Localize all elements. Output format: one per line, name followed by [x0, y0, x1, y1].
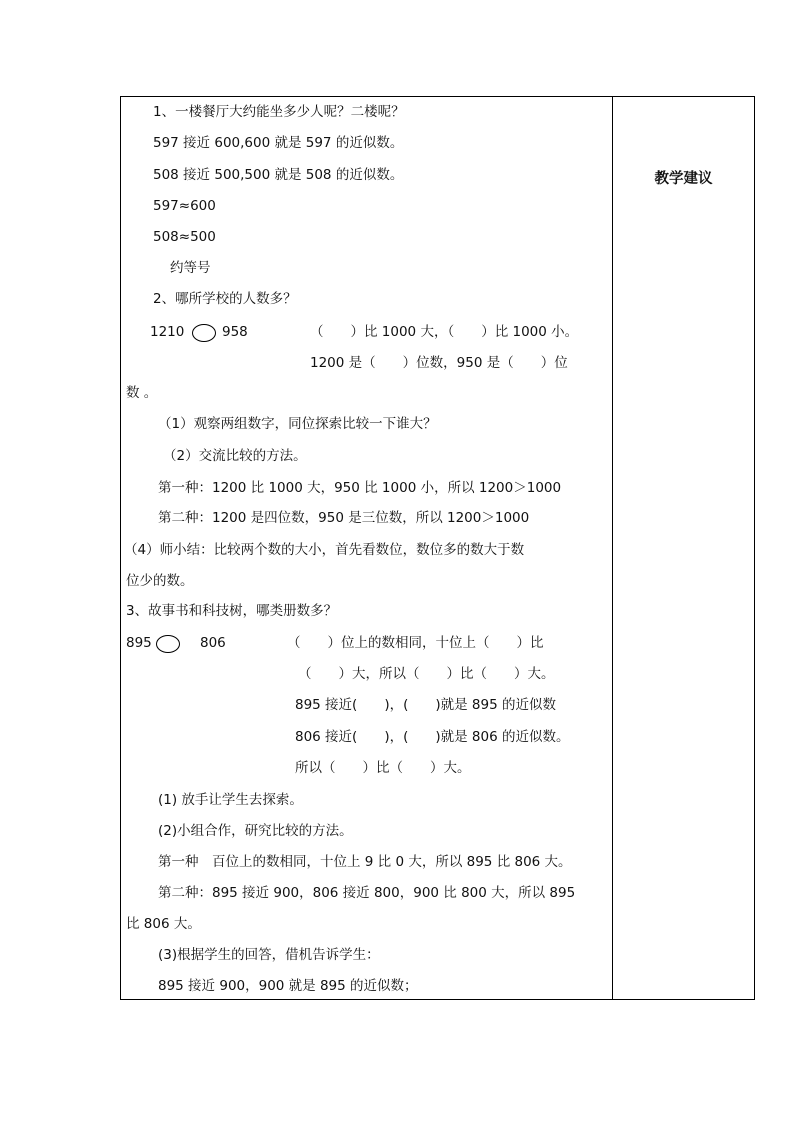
q3-fill2: （ ）大，所以（ ）比（ ）大。 — [298, 666, 555, 682]
q3-fill5: 所以（ ）比（ ）大。 — [295, 760, 471, 776]
q2-method2: 第二种：1200 是四位数，950 是三位数，所以 1200＞1000 — [158, 510, 530, 526]
q2-step1: （1）观察两组数字，同位探索比较一下谁大？ — [158, 416, 437, 432]
q3-fill3: 895 接近( )，( )就是 895 的近似数 — [295, 697, 556, 713]
q2-summary-line1: （4）师小结：比较两个数的大小，首先看数位，数位多的数大于数 — [124, 542, 525, 558]
compare-circle — [192, 324, 216, 342]
q2-fill1: （ ）比 1000 大，（ ）比 1000 小。 — [310, 324, 579, 340]
q2-fill2: 1200 是（ ）位数，950 是（ ）位 — [310, 355, 568, 371]
q3-last-line: 895 接近 900，900 就是 895 的近似数； — [158, 978, 418, 994]
q1-line2: 508 接近 500,500 就是 508 的近似数。 — [153, 167, 404, 183]
q3-left-number: 895 — [126, 635, 152, 651]
q3-fill1: （ ）位上的数相同，十位上（ ）比 — [287, 635, 544, 651]
q2-left-number: 1210 — [150, 324, 185, 340]
q3-step1: (1) 放手让学生去探索。 — [158, 792, 303, 808]
q3-step3: (3)根据学生的回答，借机告诉学生： — [158, 947, 380, 963]
q2-right-number: 958 — [222, 324, 248, 340]
q3-right-number: 806 — [200, 635, 226, 651]
q2-fill2-continued: 数 。 — [126, 385, 158, 401]
q3-method2-line1: 第二种：895 接近 900，806 接近 800，900 比 800 大，所以 895 — [158, 885, 576, 901]
q3-method2-line2: 比 806 大。 — [126, 916, 201, 932]
q1-symbol-name: 约等号 — [170, 260, 211, 276]
q2-summary-line2: 位少的数。 — [126, 573, 194, 589]
q1-title: 1、一楼餐厅大约能坐多少人呢？二楼呢？ — [153, 104, 405, 120]
sidebar-title: 教学建议 — [654, 171, 713, 187]
q2-step2: （2）交流比较的方法。 — [163, 448, 307, 464]
q1-approx2: 508≈500 — [153, 229, 216, 245]
compare-circle — [156, 635, 180, 653]
q3-step2: (2)小组合作，研究比较的方法。 — [158, 823, 353, 839]
q2-title: 2、哪所学校的人数多？ — [153, 291, 297, 307]
q2-method1: 第一种：1200 比 1000 大，950 比 1000 小，所以 1200＞1000 — [158, 480, 562, 496]
q1-line1: 597 接近 600,600 就是 597 的近似数。 — [153, 135, 404, 151]
q1-approx1: 597≈600 — [153, 198, 216, 214]
q3-title: 3、故事书和科技树，哪类册数多？ — [126, 603, 338, 619]
column-divider — [612, 97, 613, 999]
q3-method1: 第一种 百位上的数相同，十位上 9 比 0 大，所以 895 比 806 大。 — [158, 854, 572, 870]
q3-fill4: 806 接近( )，( )就是 806 的近似数。 — [295, 729, 570, 745]
